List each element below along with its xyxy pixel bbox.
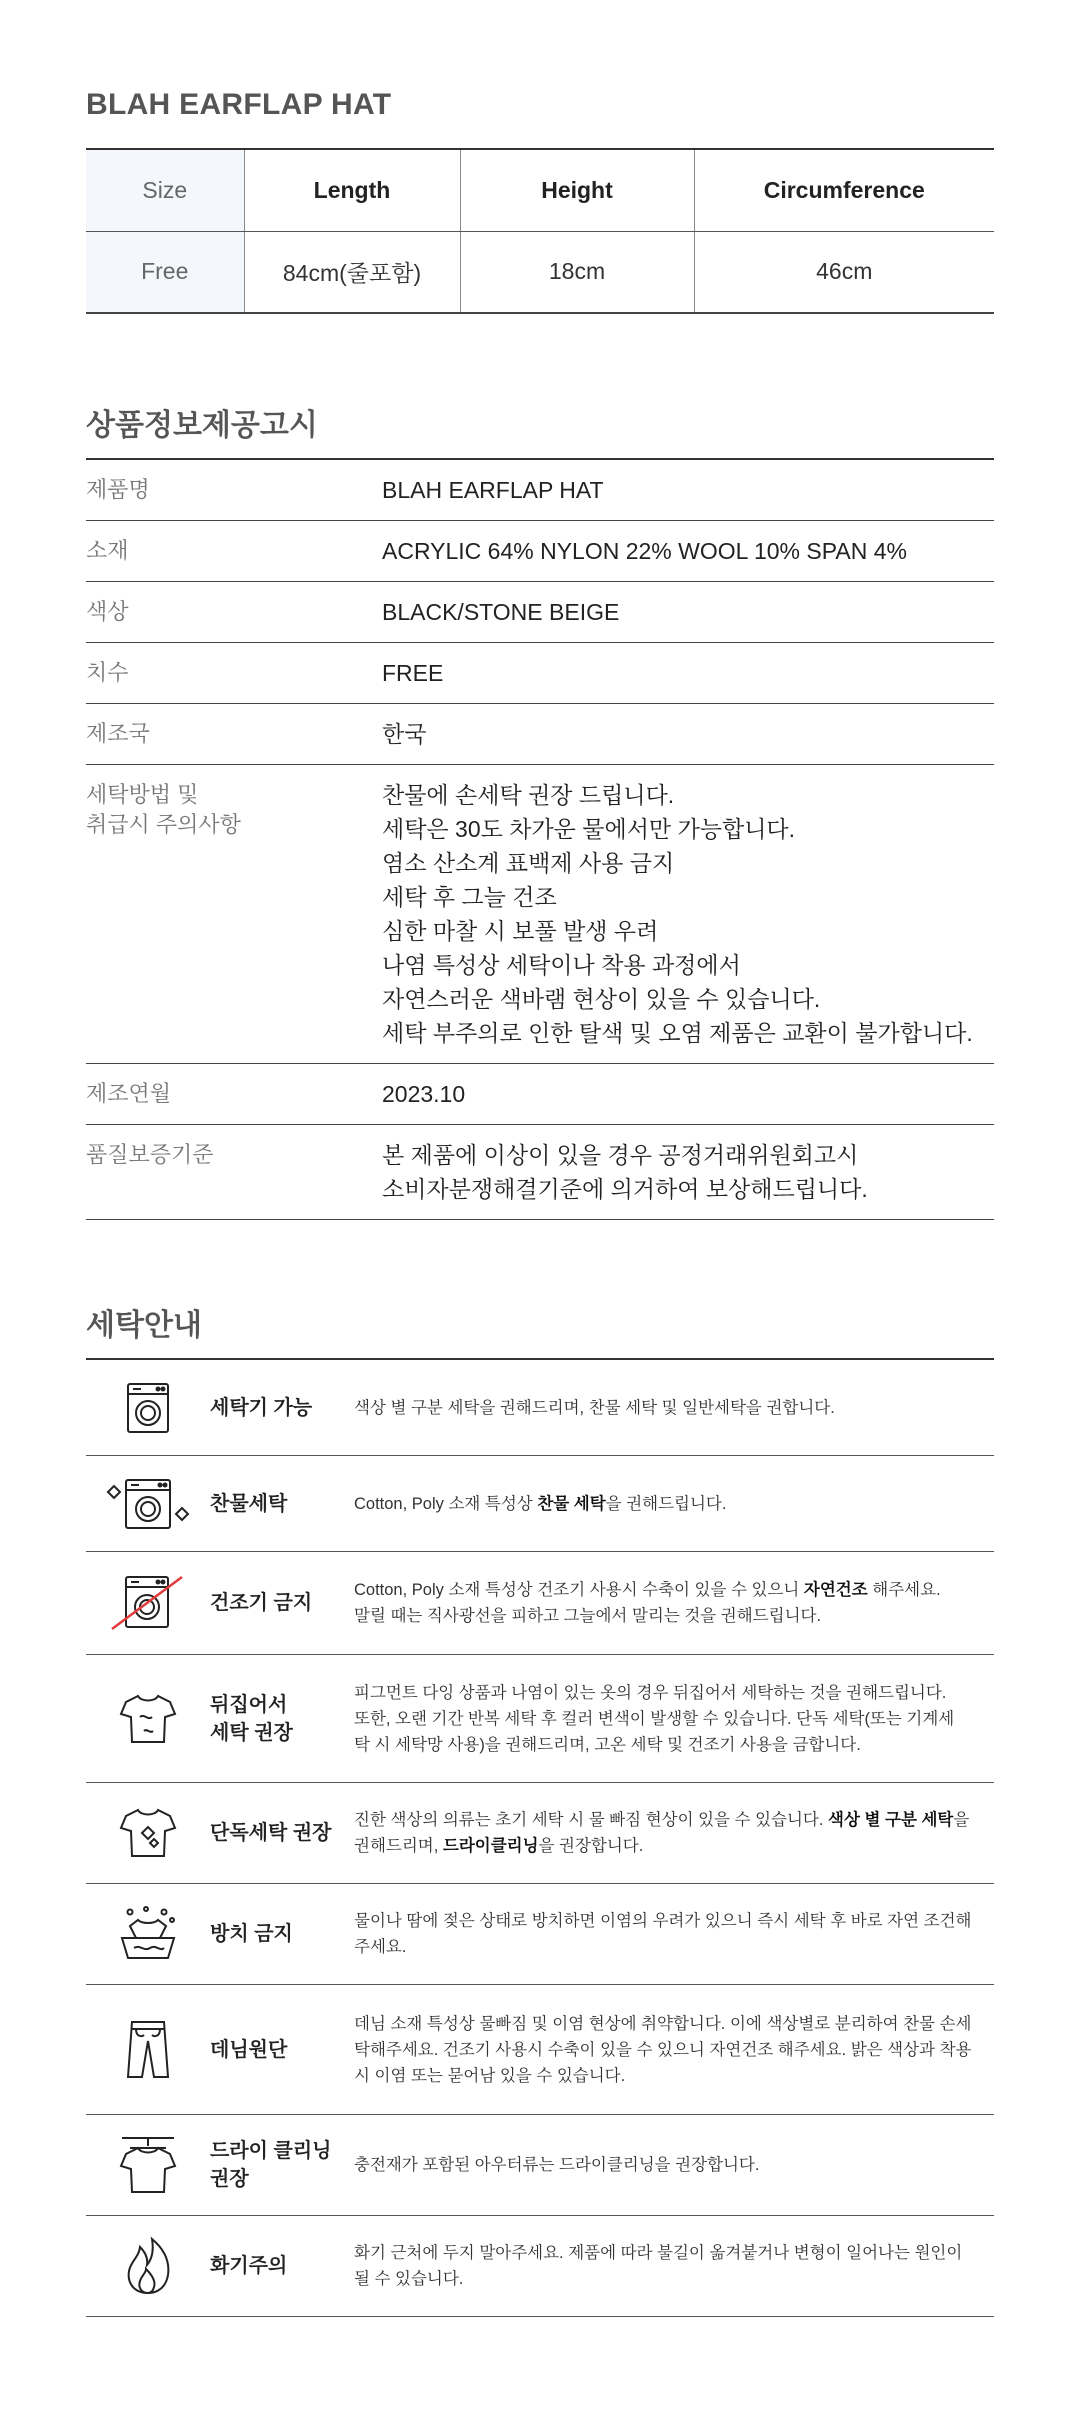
care-description-emphasis: 자연건조 — [803, 1581, 868, 1599]
size-header-circumference: Circumference — [694, 149, 994, 231]
info-value — [382, 656, 994, 690]
care-description-text: 말릴 때는 직사광선을 피하고 그늘에서 말리는 것을 권해드립니다. — [354, 1607, 822, 1625]
care-description-line — [354, 2063, 974, 2089]
care-description-line — [354, 1807, 974, 1833]
info-key — [86, 473, 382, 507]
care-description-line — [354, 2037, 974, 2063]
info-key-line: 품질보증기준 — [86, 1142, 214, 1167]
care-name — [210, 1589, 354, 1617]
care-description-text: 탁해주세요. 건조기 사용시 수축이 있을 수 있으니 자연건조 해주세요. 밝은 색상과 착용 — [354, 2040, 972, 2059]
info-key-line: 소재 — [86, 538, 129, 563]
care-description-line — [354, 1491, 974, 1517]
care-description-text: Cotton, Poly 소재 특성상 건조기 사용시 수축이 있을 수 있으니 — [354, 1581, 804, 1599]
care-name-line: 뒤집어서 — [210, 1693, 288, 1716]
care-name-line: 단독세탁 권장 — [210, 1822, 332, 1844]
care-description — [354, 2011, 994, 2089]
care-description-text: 물이나 땀에 젖은 상태로 방치하면 이염의 우려가 있으니 즉시 세탁 후 바로 자연 조건해 — [354, 1912, 972, 1930]
size-section-title: BLAH EARFLAP HAT — [86, 88, 392, 121]
info-value-line: 나염 특성상 세탁이나 착용 과정에서 — [382, 952, 741, 978]
care-name — [210, 2137, 354, 2193]
info-value-line: 한국 — [382, 721, 427, 747]
care-description-line — [354, 2011, 974, 2037]
care-description-line — [354, 2240, 974, 2266]
info-row — [86, 765, 994, 1064]
info-key — [86, 1077, 382, 1111]
care-description — [354, 1577, 994, 1629]
care-name — [210, 1819, 354, 1847]
size-value-height: 18cm — [460, 231, 694, 313]
care-description-text: 데님 소재 특성상 물빠짐 및 이염 현상에 취약합니다. 이에 색상별로 분리하여 찬물 손세 — [354, 2014, 972, 2033]
info-key-line: 취급시 주의사항 — [86, 812, 241, 837]
info-value — [382, 778, 994, 1050]
info-value-line: 소비자분쟁해결기준에 의거하여 보상해드립니다. — [382, 1176, 868, 1202]
care-table — [86, 1358, 994, 2317]
info-value-line: 찬물에 손세탁 권장 드립니다. — [382, 782, 675, 808]
care-description — [354, 1680, 994, 1758]
care-description-text: 진한 색상의 의류는 초기 세탁 시 물 빠짐 현상이 있을 수 있습니다. — [354, 1811, 829, 1829]
cold-wash-icon — [86, 1476, 210, 1532]
info-row — [86, 1064, 994, 1125]
info-table — [86, 458, 994, 1220]
care-description-line — [354, 1833, 974, 1859]
care-row — [86, 2115, 994, 2216]
info-key-line: 제조연월 — [86, 1081, 172, 1106]
care-description-text: 권해드리며, — [354, 1837, 443, 1855]
info-key — [86, 656, 382, 690]
care-description-line — [354, 1706, 974, 1732]
info-row — [86, 643, 994, 704]
care-description-line — [354, 1680, 974, 1706]
care-row — [86, 1456, 994, 1552]
size-row-label: Free — [86, 231, 244, 313]
size-table-value-row — [86, 231, 994, 313]
care-name — [210, 1920, 354, 1948]
care-description-text: 해주세요. — [867, 1581, 941, 1599]
care-description-line — [354, 1908, 974, 1934]
info-value-line: 염소 산소계 표백제 사용 금지 — [382, 850, 675, 876]
info-key — [86, 778, 382, 1050]
care-description — [354, 1491, 994, 1517]
care-name-line: 드라이 클리닝 — [210, 2140, 332, 2162]
care-description-emphasis: 색상 별 구분 세탁 — [828, 1811, 954, 1829]
care-description-text: 주세요. — [354, 1938, 407, 1956]
info-value-line: 본 제품에 이상이 있을 경우 공정거래위원회고시 — [382, 1142, 859, 1168]
care-name — [210, 1394, 354, 1422]
care-name-line: 건조기 금지 — [210, 1592, 313, 1614]
care-name — [210, 1490, 354, 1518]
care-description-emphasis: 드라이클리닝 — [442, 1837, 539, 1855]
info-key-line: 세탁방법 및 — [86, 782, 199, 807]
care-description — [354, 1395, 994, 1421]
care-description — [354, 2152, 994, 2178]
care-description-text: Cotton, Poly 소재 특성상 — [354, 1494, 538, 1513]
care-row — [86, 1884, 994, 1985]
care-name — [210, 2036, 354, 2064]
care-name-line: 화기주의 — [210, 2255, 288, 2277]
size-table-header-row — [86, 149, 994, 231]
size-header-length: Length — [244, 149, 460, 231]
care-description-line — [354, 1577, 974, 1603]
care-description-text: 될 수 있습니다. — [354, 2270, 464, 2288]
care-description-text: 을 — [953, 1811, 970, 1829]
info-key — [86, 534, 382, 568]
care-name-line: 세탁 권장 — [210, 1721, 293, 1744]
dry-cleaning-icon — [86, 2134, 210, 2196]
info-key-line: 제품명 — [86, 477, 150, 502]
care-description-text: 을 권장합니다. — [538, 1837, 644, 1855]
info-row — [86, 1125, 994, 1220]
info-value-line: BLACK/STONE BEIGE — [382, 599, 620, 625]
info-value-line: 세탁 후 그늘 건조 — [382, 884, 557, 910]
info-value-line: ACRYLIC 64% NYLON 22% WOOL 10% SPAN 4% — [382, 538, 907, 564]
care-row — [86, 1783, 994, 1884]
care-name-line: 찬물세탁 — [210, 1492, 288, 1515]
care-section-title: 세탁안내 — [86, 1309, 202, 1342]
care-name-line: 권장 — [210, 2168, 249, 2190]
info-value-line: FREE — [382, 660, 444, 686]
info-value-line: 2023.10 — [382, 1081, 466, 1107]
info-key — [86, 717, 382, 751]
care-description-text: 시 이염 또는 묻어남 있을 수 있습니다. — [354, 2066, 626, 2085]
care-row — [86, 1360, 994, 1456]
care-description-text: 화기 근처에 두지 말아주세요. 제품에 따라 불길이 옮겨붙거나 변형이 일어나는 원인이 — [354, 2244, 963, 2262]
info-key-line: 치수 — [86, 660, 129, 685]
size-table — [86, 148, 994, 314]
info-row — [86, 521, 994, 582]
care-row — [86, 1655, 994, 1783]
inside-out-shirt-icon — [86, 1691, 210, 1747]
size-header-label: Size — [86, 149, 244, 231]
info-row — [86, 460, 994, 521]
info-value-line: 세탁 부주의로 인한 탈색 및 오염 제품은 교환이 불가합니다. — [382, 1020, 973, 1046]
denim-pants-icon — [86, 2019, 210, 2081]
care-name — [210, 2252, 354, 2280]
info-value — [382, 717, 994, 751]
info-value — [382, 595, 994, 629]
care-description-line — [354, 1732, 974, 1758]
care-description-text: 충전재가 포함된 아우터류는 드라이클리닝을 권장합니다. — [354, 2156, 760, 2174]
no-dryer-icon — [86, 1573, 210, 1633]
info-value — [382, 1138, 994, 1206]
care-description — [354, 2240, 994, 2292]
care-description-line — [354, 1603, 974, 1629]
info-value-line: 세탁은 30도 차가운 물에서만 가능합니다. — [382, 816, 796, 842]
info-row — [86, 582, 994, 643]
care-description — [354, 1807, 994, 1859]
fire-icon — [86, 2235, 210, 2297]
size-header-height: Height — [460, 149, 694, 231]
care-name-line: 세탁기 가능 — [210, 1396, 313, 1419]
care-description-emphasis: 찬물 세탁 — [537, 1494, 606, 1513]
info-value — [382, 534, 994, 568]
care-description-text: 탁 시 세탁망 사용)을 권해드리며, 고온 세탁 및 건조기 사용을 금합니다. — [354, 1735, 861, 1754]
care-description-text: 을 권해드립니다. — [605, 1494, 727, 1513]
no-soaking-icon — [86, 1904, 210, 1964]
care-name-line: 방치 금지 — [210, 1923, 293, 1945]
info-value-line: 심한 마찰 시 보풀 발생 우려 — [382, 918, 659, 944]
info-value-line: 자연스러운 색바램 현상이 있을 수 있습니다. — [382, 986, 821, 1012]
care-description — [354, 1908, 994, 1960]
care-row — [86, 1985, 994, 2115]
care-row — [86, 2216, 994, 2317]
size-value-length: 84cm(줄포함) — [244, 231, 460, 313]
care-row — [86, 1552, 994, 1655]
care-description-text: 또한, 오랜 기간 반복 세탁 후 컬러 변색이 발생할 수 있습니다. 단독 세탁(또는 기계세 — [354, 1709, 955, 1728]
care-description-text: 피그먼트 다잉 상품과 나염이 있는 옷의 경우 뒤집어서 세탁하는 것을 권해드립니다. — [354, 1683, 947, 1702]
info-value-line: BLAH EARFLAP HAT — [382, 477, 604, 503]
care-description-line — [354, 2152, 974, 2178]
size-value-circumference: 46cm — [694, 231, 994, 313]
care-name — [210, 1691, 354, 1747]
care-description-text: 색상 별 구분 세탁을 권해드리며, 찬물 세탁 및 일반세탁을 권합니다. — [354, 1398, 835, 1417]
info-key — [86, 595, 382, 629]
info-key-line: 제조국 — [86, 721, 150, 746]
care-description-line — [354, 2266, 974, 2292]
info-section-title: 상품정보제공고시 — [86, 409, 318, 442]
info-row — [86, 704, 994, 765]
single-wash-shirt-icon — [86, 1805, 210, 1861]
washing-machine-icon — [86, 1380, 210, 1436]
info-value — [382, 1077, 994, 1111]
care-name-line: 데님원단 — [210, 2038, 288, 2061]
info-key — [86, 1138, 382, 1206]
care-description-line — [354, 1395, 974, 1421]
info-key-line: 색상 — [86, 599, 129, 624]
info-value — [382, 473, 994, 507]
care-description-line — [354, 1934, 974, 1960]
